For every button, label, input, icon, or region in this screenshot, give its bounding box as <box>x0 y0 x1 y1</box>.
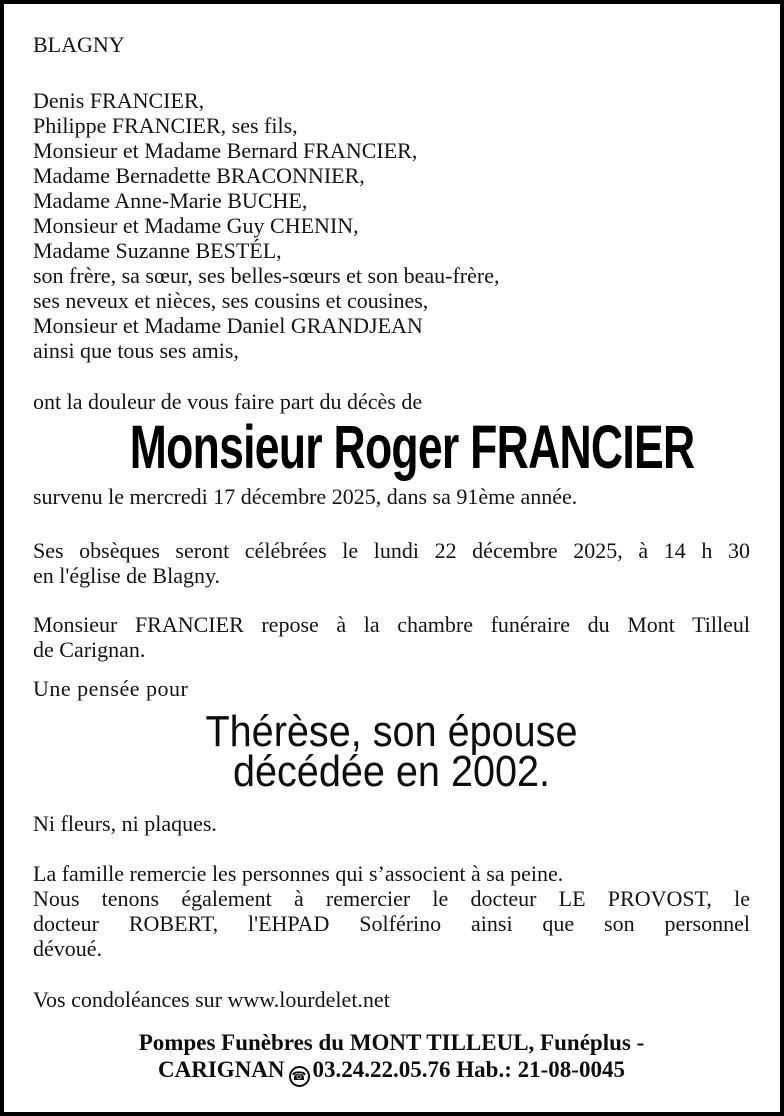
family-line: Madame Anne-Marie BUCHE, <box>33 188 308 213</box>
family-list <box>33 88 750 363</box>
family-line: Madame Bernadette BRACONNIER, <box>33 163 365 188</box>
family-line: son frère, sa sœur, ses belles-sœurs et son beau-frère, <box>33 263 500 288</box>
family-line: Monsieur et Madame Bernard FRANCIER, <box>33 138 418 163</box>
family-line: Denis FRANCIER, <box>33 88 205 113</box>
funeral-home-footer <box>33 1029 750 1087</box>
family-line: ses neveux et nièces, ses cousins et cousines, <box>33 288 429 313</box>
location-heading: BLAGNY <box>33 32 125 57</box>
family-line: ainsi que tous ses amis, <box>33 338 239 363</box>
family-line: Monsieur et Madame Daniel GRANDJEAN <box>33 313 423 338</box>
thought-intro: Une pensée pour <box>33 676 189 701</box>
repose-paragraph <box>33 612 750 662</box>
family-line: Philippe FRANCIER, ses fils, <box>33 113 298 138</box>
no-flowers-text: Ni fleurs, ni plaques. <box>33 811 217 836</box>
tribute-line: Thérèse, son épouse <box>205 707 578 756</box>
funeral-home-city: CARIGNAN <box>158 1057 285 1082</box>
condolences-text: Vos condoléances sur www.lourdelet.net <box>33 987 390 1012</box>
phone-icon: ☎ <box>289 1066 310 1087</box>
thanks-line: dévoué. <box>33 936 103 961</box>
announcement-text: ont la douleur de vous faire part du décès de <box>33 389 423 414</box>
funeral-home-contact <box>33 1056 750 1087</box>
thanks-paragraph <box>33 861 750 961</box>
thanks-line: Nous tenons également à remercier le docteur LE PROVOST, le <box>33 886 750 911</box>
funeral-home-name: Pompes Funèbres du MONT TILLEUL, Funéplus - <box>138 1030 645 1055</box>
tribute-to-spouse <box>69 707 714 796</box>
deceased-name-title: Monsieur Roger FRANCIER <box>129 413 695 481</box>
thanks-line: docteur ROBERT, l'EHPAD Solférino ainsi que son personnel <box>33 911 750 936</box>
funeral-paragraph <box>33 538 750 588</box>
thanks-line: La famille remercie les personnes qui s’associent à sa peine. <box>33 861 564 886</box>
phone-number-and-license: 03.24.22.05.76 Hab.: 21-08-0045 <box>312 1057 625 1082</box>
death-details: survenu le mercredi 17 décembre 2025, dans sa 91ème année. <box>33 484 578 509</box>
repose-line: Monsieur FRANCIER repose à la chambre funéraire du Mont Tilleul <box>33 612 750 637</box>
funeral-line: en l'église de Blagny. <box>33 563 221 588</box>
family-line: Monsieur et Madame Guy CHENIN, <box>33 213 359 238</box>
tribute-line: décédée en 2002. <box>232 747 551 796</box>
repose-line: de Carignan. <box>33 637 146 662</box>
funeral-line: Ses obsèques seront célébrées le lundi 22 décembre 2025, à 14 h 30 <box>33 538 750 563</box>
family-line: Madame Suzanne BESTÉL, <box>33 238 282 263</box>
